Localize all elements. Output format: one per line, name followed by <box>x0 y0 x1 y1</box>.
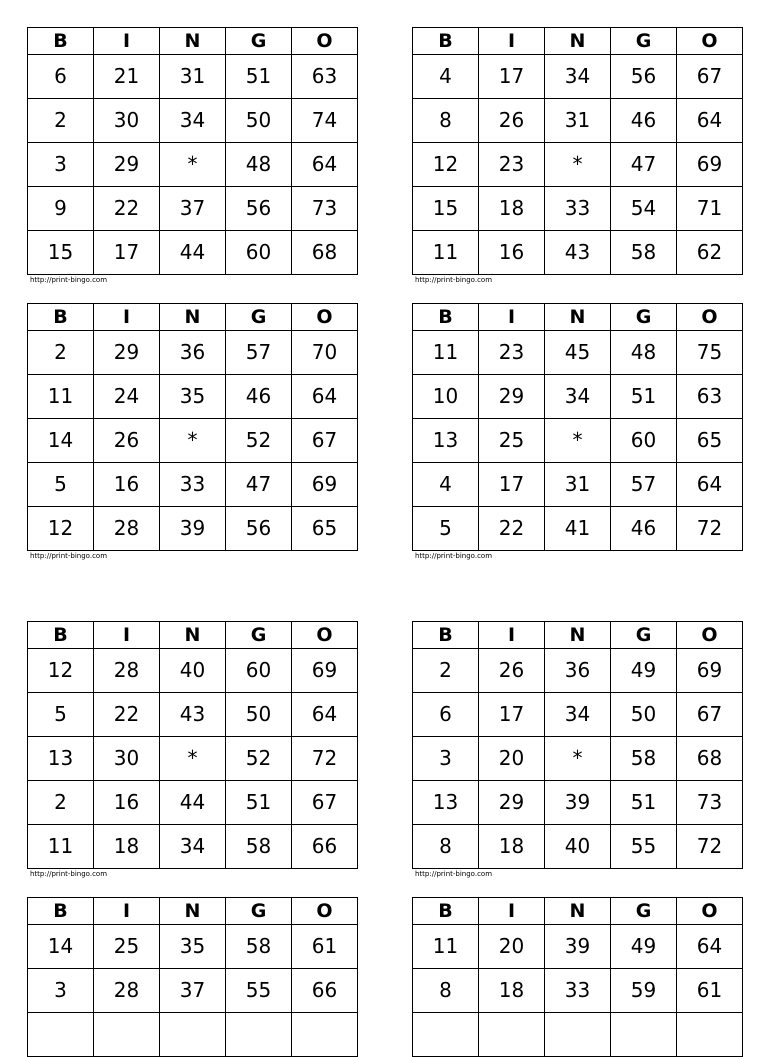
bingo-row <box>413 99 743 143</box>
bingo-number-cell: 69 <box>292 649 358 693</box>
bingo-header-letter: B <box>28 304 94 331</box>
bingo-card <box>412 303 743 561</box>
bingo-row <box>413 331 743 375</box>
bingo-number-cell: 20 <box>479 925 545 969</box>
bingo-row <box>28 1013 358 1057</box>
bingo-header-letter: G <box>226 898 292 925</box>
bingo-number-cell: 46 <box>226 375 292 419</box>
bingo-number-cell: 64 <box>677 99 743 143</box>
bingo-number-cell: 58 <box>611 231 677 275</box>
bingo-header-letter: I <box>94 898 160 925</box>
bingo-header-letter: N <box>160 622 226 649</box>
bingo-row <box>413 55 743 99</box>
bingo-header-letter: N <box>545 28 611 55</box>
bingo-header-letter: G <box>611 622 677 649</box>
bingo-number-cell: 17 <box>479 55 545 99</box>
bingo-number-cell: 69 <box>292 463 358 507</box>
bingo-number-cell: 2 <box>28 781 94 825</box>
bingo-header-letter: O <box>677 898 743 925</box>
bingo-number-cell: 17 <box>479 693 545 737</box>
bingo-row <box>28 419 358 463</box>
bingo-number-cell: 47 <box>226 463 292 507</box>
bingo-number-cell: 58 <box>226 825 292 869</box>
bingo-number-cell: 39 <box>545 781 611 825</box>
bingo-number-cell: 4 <box>413 463 479 507</box>
bingo-row <box>413 925 743 969</box>
bingo-number-cell: 29 <box>479 375 545 419</box>
bingo-header-row <box>28 622 358 649</box>
bingo-header-letter: B <box>28 898 94 925</box>
bingo-row <box>413 231 743 275</box>
bingo-number-cell: 34 <box>545 55 611 99</box>
bingo-header-letter: G <box>226 28 292 55</box>
bingo-number-cell: 30 <box>94 99 160 143</box>
bingo-card <box>412 621 743 879</box>
bingo-header-row <box>413 28 743 55</box>
free-space-cell: * <box>160 737 226 781</box>
bingo-number-cell: 35 <box>160 925 226 969</box>
bingo-row <box>28 925 358 969</box>
free-space-cell: * <box>160 143 226 187</box>
bingo-grid <box>412 27 743 275</box>
bingo-number-cell <box>677 1013 743 1057</box>
bingo-number-cell: 73 <box>677 781 743 825</box>
source-url-label: http://print-bingo.com <box>30 870 108 878</box>
bingo-number-cell: 62 <box>677 231 743 275</box>
bingo-number-cell <box>28 1013 94 1057</box>
bingo-number-cell: 52 <box>226 737 292 781</box>
bingo-number-cell: 51 <box>226 55 292 99</box>
bingo-number-cell: 5 <box>28 693 94 737</box>
bingo-number-cell: 11 <box>413 925 479 969</box>
bingo-number-cell: 33 <box>545 187 611 231</box>
bingo-header-letter: G <box>611 28 677 55</box>
bingo-number-cell: 8 <box>413 99 479 143</box>
bingo-header-letter: B <box>413 28 479 55</box>
bingo-number-cell: 11 <box>413 331 479 375</box>
bingo-row <box>28 781 358 825</box>
bingo-number-cell: 46 <box>611 507 677 551</box>
bingo-number-cell: 71 <box>677 187 743 231</box>
bingo-header-letter: N <box>545 898 611 925</box>
bingo-number-cell: 55 <box>611 825 677 869</box>
bingo-number-cell <box>611 1013 677 1057</box>
bingo-header-letter: B <box>28 622 94 649</box>
bingo-number-cell: 17 <box>94 231 160 275</box>
bingo-number-cell: 13 <box>413 781 479 825</box>
bingo-number-cell: 5 <box>28 463 94 507</box>
bingo-number-cell: 66 <box>292 825 358 869</box>
bingo-number-cell: 65 <box>677 419 743 463</box>
bingo-number-cell: 37 <box>160 187 226 231</box>
source-url-label: http://print-bingo.com <box>415 276 493 284</box>
bingo-number-cell: 44 <box>160 781 226 825</box>
bingo-number-cell: 35 <box>160 375 226 419</box>
bingo-number-cell: 18 <box>479 969 545 1013</box>
bingo-number-cell: 23 <box>479 331 545 375</box>
bingo-number-cell: 29 <box>479 781 545 825</box>
bingo-number-cell: 68 <box>677 737 743 781</box>
bingo-number-cell: 20 <box>479 737 545 781</box>
bingo-row <box>413 463 743 507</box>
bingo-row <box>413 781 743 825</box>
bingo-number-cell: 14 <box>28 419 94 463</box>
bingo-header-letter: O <box>292 304 358 331</box>
bingo-row <box>413 693 743 737</box>
bingo-number-cell: 39 <box>545 925 611 969</box>
bingo-number-cell: 54 <box>611 187 677 231</box>
bingo-number-cell: 18 <box>479 187 545 231</box>
bingo-row <box>28 969 358 1013</box>
bingo-number-cell: 68 <box>292 231 358 275</box>
bingo-number-cell: 28 <box>94 969 160 1013</box>
bingo-number-cell: 67 <box>292 419 358 463</box>
bingo-number-cell: 51 <box>226 781 292 825</box>
bingo-number-cell <box>94 1013 160 1057</box>
bingo-number-cell: 2 <box>28 331 94 375</box>
bingo-number-cell: 69 <box>677 143 743 187</box>
bingo-number-cell: 5 <box>413 507 479 551</box>
bingo-number-cell: 40 <box>545 825 611 869</box>
bingo-row <box>413 143 743 187</box>
free-space-cell: * <box>160 419 226 463</box>
bingo-row <box>28 693 358 737</box>
bingo-grid <box>412 303 743 551</box>
bingo-card <box>27 897 358 1057</box>
bingo-number-cell: 39 <box>160 507 226 551</box>
bingo-number-cell: 4 <box>413 55 479 99</box>
bingo-number-cell: 49 <box>611 649 677 693</box>
bingo-row <box>28 463 358 507</box>
bingo-number-cell: 51 <box>611 375 677 419</box>
bingo-number-cell: 22 <box>94 187 160 231</box>
bingo-number-cell: 31 <box>160 55 226 99</box>
bingo-header-letter: N <box>545 622 611 649</box>
bingo-number-cell: 60 <box>611 419 677 463</box>
bingo-row <box>28 825 358 869</box>
bingo-number-cell: 60 <box>226 231 292 275</box>
bingo-header-letter: G <box>611 304 677 331</box>
bingo-number-cell: 33 <box>545 969 611 1013</box>
bingo-number-cell: 58 <box>611 737 677 781</box>
bingo-number-cell: 9 <box>28 187 94 231</box>
bingo-number-cell: 2 <box>28 99 94 143</box>
source-url-label: http://print-bingo.com <box>30 276 108 284</box>
bingo-number-cell <box>160 1013 226 1057</box>
bingo-card <box>27 303 358 561</box>
bingo-header-letter: I <box>94 28 160 55</box>
bingo-number-cell: 12 <box>28 649 94 693</box>
bingo-number-cell: 28 <box>94 649 160 693</box>
bingo-number-cell: 73 <box>292 187 358 231</box>
bingo-number-cell: 8 <box>413 825 479 869</box>
bingo-number-cell: 16 <box>479 231 545 275</box>
bingo-row <box>28 649 358 693</box>
bingo-number-cell: 63 <box>677 375 743 419</box>
bingo-header-letter: N <box>545 304 611 331</box>
bingo-number-cell: 25 <box>94 925 160 969</box>
bingo-number-cell: 18 <box>479 825 545 869</box>
bingo-number-cell: 57 <box>226 331 292 375</box>
bingo-header-letter: G <box>611 898 677 925</box>
bingo-number-cell <box>479 1013 545 1057</box>
source-url-label: http://print-bingo.com <box>415 552 493 560</box>
bingo-number-cell: 34 <box>545 693 611 737</box>
bingo-number-cell <box>545 1013 611 1057</box>
bingo-number-cell: 61 <box>292 925 358 969</box>
bingo-number-cell: 22 <box>94 693 160 737</box>
bingo-number-cell: 16 <box>94 781 160 825</box>
bingo-header-letter: I <box>94 622 160 649</box>
bingo-number-cell: 65 <box>292 507 358 551</box>
bingo-number-cell: 3 <box>28 969 94 1013</box>
source-url-label: http://print-bingo.com <box>30 552 108 560</box>
bingo-number-cell: 64 <box>292 143 358 187</box>
bingo-number-cell: 29 <box>94 143 160 187</box>
free-space-cell: * <box>545 737 611 781</box>
bingo-number-cell: 66 <box>292 969 358 1013</box>
bingo-row <box>413 419 743 463</box>
bingo-number-cell: 16 <box>94 463 160 507</box>
bingo-row <box>413 969 743 1013</box>
bingo-card <box>412 897 743 1057</box>
bingo-number-cell: 12 <box>413 143 479 187</box>
bingo-number-cell: 57 <box>611 463 677 507</box>
bingo-header-letter: G <box>226 622 292 649</box>
bingo-grid <box>27 303 358 551</box>
bingo-number-cell: 72 <box>677 507 743 551</box>
bingo-number-cell: 11 <box>413 231 479 275</box>
bingo-card <box>412 27 743 285</box>
bingo-number-cell: 50 <box>226 99 292 143</box>
bingo-grid <box>412 897 743 1057</box>
bingo-number-cell: 10 <box>413 375 479 419</box>
bingo-number-cell: 60 <box>226 649 292 693</box>
bingo-number-cell: 69 <box>677 649 743 693</box>
bingo-row <box>28 331 358 375</box>
bingo-header-letter: I <box>479 304 545 331</box>
bingo-number-cell: 59 <box>611 969 677 1013</box>
bingo-number-cell: 75 <box>677 331 743 375</box>
bingo-row <box>28 375 358 419</box>
bingo-number-cell: 3 <box>28 143 94 187</box>
bingo-header-letter: O <box>677 622 743 649</box>
bingo-number-cell: 15 <box>28 231 94 275</box>
bingo-number-cell: 31 <box>545 99 611 143</box>
bingo-number-cell: 28 <box>94 507 160 551</box>
bingo-number-cell: 15 <box>413 187 479 231</box>
bingo-number-cell: 63 <box>292 55 358 99</box>
bingo-number-cell: 56 <box>226 187 292 231</box>
bingo-row <box>413 649 743 693</box>
bingo-number-cell: 64 <box>292 693 358 737</box>
bingo-header-row <box>28 304 358 331</box>
bingo-number-cell: 48 <box>611 331 677 375</box>
bingo-number-cell: 46 <box>611 99 677 143</box>
bingo-number-cell: 43 <box>545 231 611 275</box>
bingo-header-letter: N <box>160 898 226 925</box>
bingo-header-letter: O <box>292 622 358 649</box>
bingo-row <box>28 507 358 551</box>
bingo-number-cell: 21 <box>94 55 160 99</box>
bingo-header-letter: O <box>677 304 743 331</box>
bingo-header-letter: I <box>94 304 160 331</box>
bingo-row <box>413 375 743 419</box>
bingo-number-cell: 72 <box>292 737 358 781</box>
bingo-number-cell: 64 <box>677 925 743 969</box>
bingo-card <box>27 27 358 285</box>
bingo-number-cell: 58 <box>226 925 292 969</box>
bingo-number-cell: 64 <box>292 375 358 419</box>
bingo-grid <box>27 621 358 869</box>
bingo-row <box>28 231 358 275</box>
bingo-number-cell: 45 <box>545 331 611 375</box>
bingo-number-cell: 36 <box>160 331 226 375</box>
bingo-header-row <box>413 304 743 331</box>
bingo-number-cell: 24 <box>94 375 160 419</box>
bingo-header-letter: G <box>226 304 292 331</box>
bingo-row <box>413 825 743 869</box>
bingo-row <box>28 55 358 99</box>
bingo-number-cell: 50 <box>226 693 292 737</box>
bingo-number-cell: 11 <box>28 375 94 419</box>
bingo-number-cell: 12 <box>28 507 94 551</box>
bingo-header-letter: B <box>413 898 479 925</box>
bingo-number-cell: 44 <box>160 231 226 275</box>
bingo-number-cell: 34 <box>160 825 226 869</box>
bingo-number-cell: 70 <box>292 331 358 375</box>
bingo-number-cell: 23 <box>479 143 545 187</box>
bingo-header-letter: N <box>160 28 226 55</box>
free-space-cell: * <box>545 143 611 187</box>
bingo-number-cell <box>413 1013 479 1057</box>
bingo-number-cell: 72 <box>677 825 743 869</box>
bingo-header-row <box>413 622 743 649</box>
bingo-number-cell: 6 <box>413 693 479 737</box>
bingo-number-cell: 67 <box>677 55 743 99</box>
bingo-row <box>28 737 358 781</box>
bingo-number-cell: 25 <box>479 419 545 463</box>
bingo-row <box>28 187 358 231</box>
bingo-number-cell: 26 <box>94 419 160 463</box>
bingo-number-cell: 51 <box>611 781 677 825</box>
bingo-number-cell: 50 <box>611 693 677 737</box>
bingo-number-cell: 26 <box>479 649 545 693</box>
bingo-row <box>28 143 358 187</box>
bingo-number-cell: 56 <box>226 507 292 551</box>
bingo-number-cell: 17 <box>479 463 545 507</box>
bingo-number-cell: 43 <box>160 693 226 737</box>
bingo-header-letter: O <box>677 28 743 55</box>
bingo-number-cell: 29 <box>94 331 160 375</box>
bingo-header-letter: I <box>479 28 545 55</box>
bingo-header-row <box>413 898 743 925</box>
bingo-number-cell: 47 <box>611 143 677 187</box>
bingo-number-cell: 26 <box>479 99 545 143</box>
bingo-number-cell: 2 <box>413 649 479 693</box>
bingo-number-cell: 8 <box>413 969 479 1013</box>
bingo-number-cell: 34 <box>545 375 611 419</box>
bingo-number-cell: 33 <box>160 463 226 507</box>
bingo-number-cell: 41 <box>545 507 611 551</box>
bingo-number-cell <box>226 1013 292 1057</box>
source-url-label: http://print-bingo.com <box>415 870 493 878</box>
bingo-header-letter: B <box>28 28 94 55</box>
bingo-number-cell: 64 <box>677 463 743 507</box>
bingo-number-cell: 37 <box>160 969 226 1013</box>
bingo-header-row <box>28 28 358 55</box>
bingo-number-cell: 22 <box>479 507 545 551</box>
bingo-number-cell: 49 <box>611 925 677 969</box>
bingo-number-cell: 13 <box>413 419 479 463</box>
bingo-number-cell: 67 <box>677 693 743 737</box>
bingo-number-cell: 30 <box>94 737 160 781</box>
bingo-header-letter: B <box>413 304 479 331</box>
bingo-row <box>28 99 358 143</box>
bingo-number-cell <box>292 1013 358 1057</box>
bingo-number-cell: 31 <box>545 463 611 507</box>
bingo-number-cell: 55 <box>226 969 292 1013</box>
bingo-number-cell: 74 <box>292 99 358 143</box>
bingo-number-cell: 36 <box>545 649 611 693</box>
bingo-row <box>413 1013 743 1057</box>
bingo-header-letter: I <box>479 898 545 925</box>
bingo-number-cell: 18 <box>94 825 160 869</box>
bingo-header-letter: B <box>413 622 479 649</box>
bingo-header-letter: O <box>292 898 358 925</box>
bingo-row <box>413 507 743 551</box>
bingo-header-letter: N <box>160 304 226 331</box>
bingo-number-cell: 67 <box>292 781 358 825</box>
bingo-number-cell: 6 <box>28 55 94 99</box>
free-space-cell: * <box>545 419 611 463</box>
bingo-header-letter: O <box>292 28 358 55</box>
bingo-number-cell: 52 <box>226 419 292 463</box>
bingo-number-cell: 3 <box>413 737 479 781</box>
bingo-grid <box>27 897 358 1057</box>
bingo-number-cell: 13 <box>28 737 94 781</box>
bingo-number-cell: 40 <box>160 649 226 693</box>
bingo-grid <box>27 27 358 275</box>
bingo-number-cell: 14 <box>28 925 94 969</box>
bingo-number-cell: 11 <box>28 825 94 869</box>
bingo-number-cell: 56 <box>611 55 677 99</box>
bingo-grid <box>412 621 743 869</box>
bingo-number-cell: 61 <box>677 969 743 1013</box>
bingo-header-row <box>28 898 358 925</box>
bingo-number-cell: 48 <box>226 143 292 187</box>
bingo-row <box>413 737 743 781</box>
bingo-number-cell: 34 <box>160 99 226 143</box>
bingo-card <box>27 621 358 879</box>
bingo-row <box>413 187 743 231</box>
bingo-header-letter: I <box>479 622 545 649</box>
